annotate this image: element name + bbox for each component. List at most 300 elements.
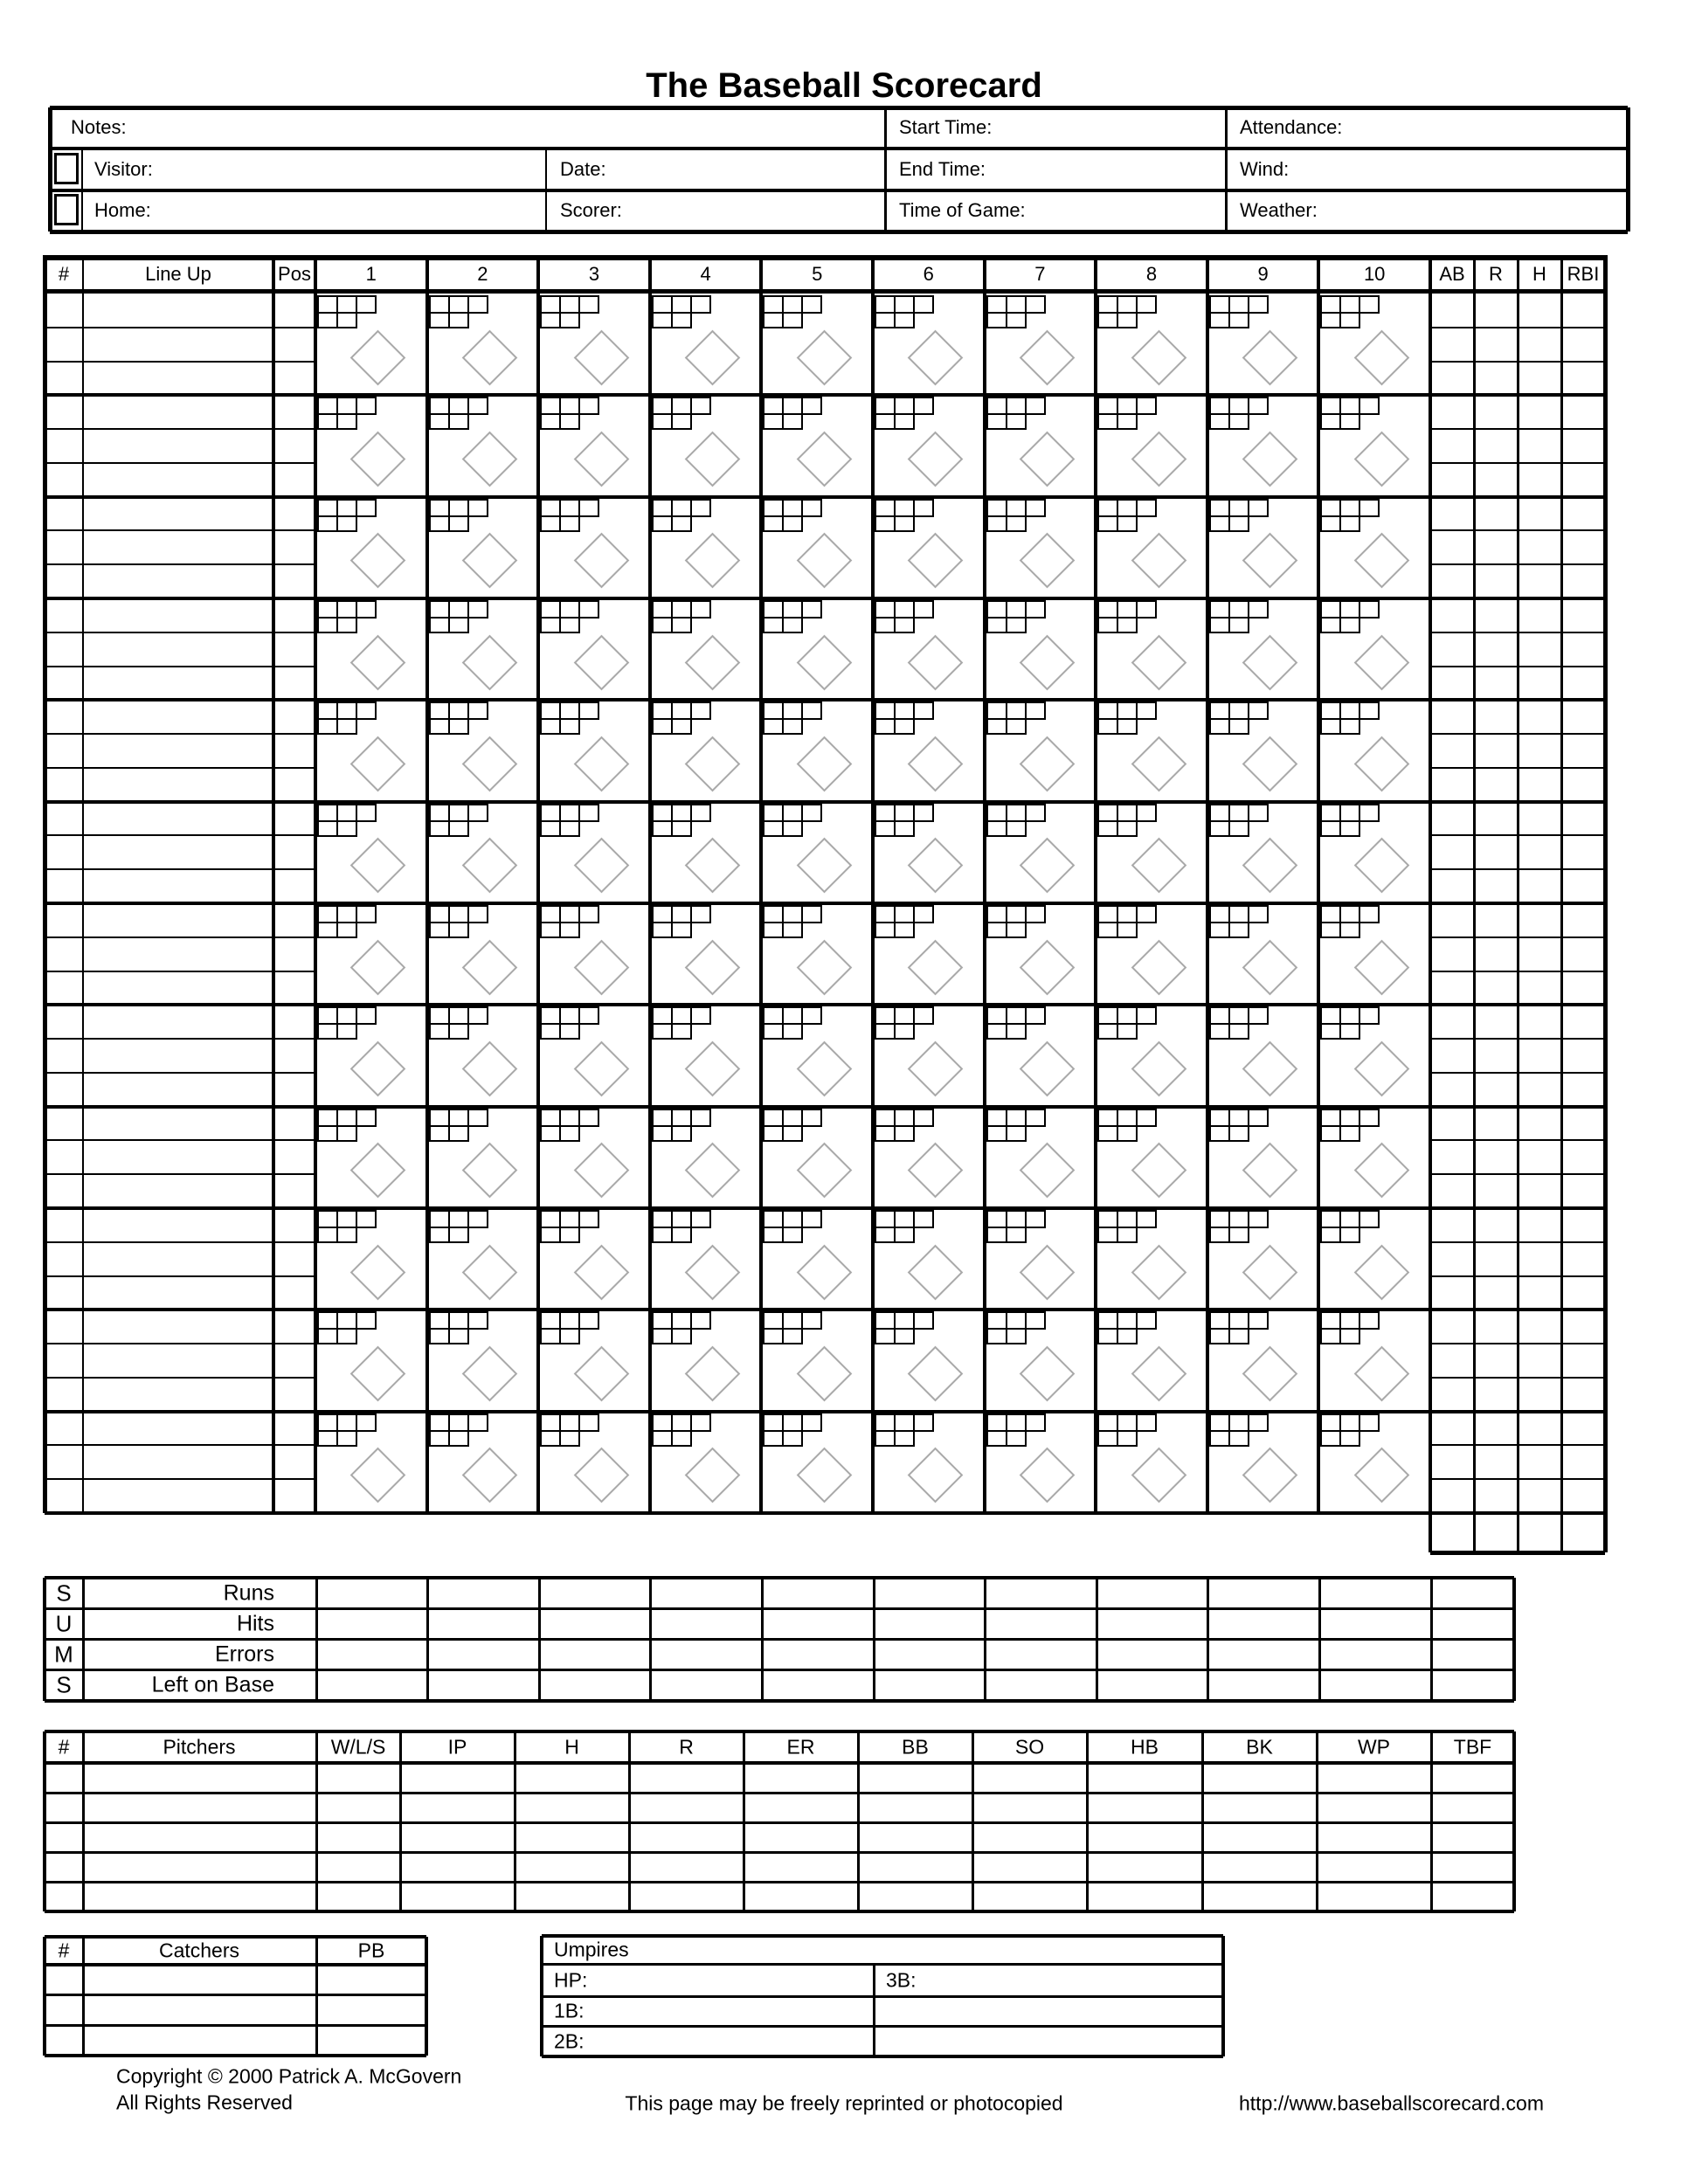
pitch-count-box <box>1117 804 1138 822</box>
grid-line <box>45 1139 315 1141</box>
pitch-count-box <box>763 312 784 328</box>
basepath-diamond <box>1131 1448 1186 1503</box>
pitch-count-box <box>875 702 896 720</box>
sums-row-label: Hits <box>236 1611 274 1636</box>
pitch-count-box <box>763 804 784 822</box>
grid-line <box>1430 1478 1605 1480</box>
pitch-count-box <box>1339 1227 1360 1243</box>
pitch-count-box <box>559 499 580 517</box>
visitor-label: Visitor: <box>94 158 153 180</box>
basepath-diamond <box>908 736 964 792</box>
table-line <box>315 1731 318 1911</box>
pitch-count-box <box>429 397 450 415</box>
table-line <box>1316 1731 1318 1911</box>
pitch-count-box <box>448 820 469 837</box>
basepath-diamond <box>1353 634 1409 690</box>
basepath-diamond <box>1242 1244 1298 1300</box>
sums-letter: S <box>56 1671 72 1698</box>
pitch-count-box <box>429 295 450 314</box>
basepath-diamond <box>573 1143 629 1199</box>
pitch-count-box <box>317 1227 338 1243</box>
stat-header: H <box>1532 263 1546 285</box>
pitch-count-box <box>1228 499 1249 517</box>
basepath-diamond <box>908 329 964 385</box>
pitch-count-box <box>1097 922 1118 938</box>
table-line <box>873 1964 875 2056</box>
pitch-count-box <box>690 804 711 822</box>
pitch-count-box <box>448 1125 469 1142</box>
pitch-count-box <box>763 702 784 720</box>
pitch-count-box <box>317 413 338 430</box>
pitch-count-box <box>690 499 711 517</box>
pitch-count-box <box>1209 600 1230 619</box>
pitch-count-box <box>467 499 488 517</box>
start-time-label: Start Time: <box>899 116 993 138</box>
pitch-count-box <box>894 804 915 822</box>
pitch-count-box <box>875 1109 896 1127</box>
pitch-count-box <box>782 600 803 619</box>
pitch-count-box <box>782 499 803 517</box>
pitch-count-box <box>467 1210 488 1228</box>
table-line <box>649 1578 652 1701</box>
basepath-diamond <box>573 736 629 792</box>
pitch-count-box <box>782 820 803 837</box>
pitch-count-box <box>317 718 338 735</box>
pitch-count-box <box>671 617 692 633</box>
basepath-diamond <box>685 329 741 385</box>
table-line <box>1430 1731 1433 1911</box>
pitch-count-box <box>448 1210 469 1228</box>
pitch-count-box <box>1228 1125 1249 1142</box>
pitch-count-box <box>1136 295 1157 314</box>
pitch-count-box <box>1097 1328 1118 1344</box>
pitch-count-box <box>1006 922 1027 938</box>
pitch-count-box <box>467 905 488 923</box>
table-line <box>1225 107 1228 232</box>
basepath-diamond <box>796 1244 852 1300</box>
pitch-count-box <box>1339 617 1360 633</box>
pitch-count-box <box>1006 1311 1027 1330</box>
pitch-count-box <box>559 1413 580 1432</box>
grid-line <box>1430 1139 1605 1141</box>
pitch-count-box <box>429 804 450 822</box>
pitch-count-box <box>578 295 599 314</box>
grid-line <box>1430 834 1605 836</box>
pitch-count-box <box>1209 312 1230 328</box>
pitcher-stat-header: HB <box>1131 1735 1159 1759</box>
grid-line <box>45 327 315 328</box>
basepath-diamond <box>573 939 629 995</box>
pitch-count-box <box>894 499 915 517</box>
pitch-count-box <box>894 1210 915 1228</box>
grid-line <box>45 529 315 531</box>
pitch-count-box <box>1006 718 1027 735</box>
reprint-text: This page may be freely reprinted or photocopied <box>625 2091 1063 2115</box>
pitch-count-box <box>1228 702 1249 720</box>
basepath-diamond <box>908 1244 964 1300</box>
pitch-count-box <box>1006 1109 1027 1127</box>
pitch-count-box <box>429 702 450 720</box>
pitch-count-box <box>763 1227 784 1243</box>
basepath-diamond <box>908 432 964 487</box>
pitch-count-box <box>1097 702 1118 720</box>
pitch-count-box <box>913 1210 934 1228</box>
basepath-diamond <box>1020 1346 1076 1402</box>
inning-header: 8 <box>1145 263 1158 285</box>
catcher-number-header: # <box>58 1939 70 1962</box>
pitch-count-box <box>1248 1311 1269 1330</box>
pitch-count-box <box>875 397 896 415</box>
grid-line <box>1430 462 1605 464</box>
pitch-count-box <box>894 1125 915 1142</box>
pitch-count-box <box>448 312 469 328</box>
pitch-count-box <box>540 718 561 735</box>
table-line <box>45 2054 426 2057</box>
pitch-count-box <box>559 1125 580 1142</box>
inning-header: 2 <box>477 263 488 285</box>
sums-row-label: Runs <box>223 1580 274 1606</box>
pitch-count-box <box>1097 1125 1118 1142</box>
pitch-count-box <box>913 1413 934 1432</box>
pitch-count-box <box>671 1413 692 1432</box>
basepath-diamond <box>1131 939 1186 995</box>
pitch-count-box <box>652 820 673 837</box>
pitch-count-box <box>894 905 915 923</box>
pitch-count-box <box>1359 702 1380 720</box>
basepath-diamond <box>908 1448 964 1503</box>
pitch-count-box <box>1320 1430 1341 1447</box>
pitch-count-box <box>1025 804 1046 822</box>
pitch-count-box <box>540 1210 561 1228</box>
pitch-count-box <box>801 295 822 314</box>
home-label: Home: <box>94 199 151 221</box>
pitch-count-box <box>336 499 357 517</box>
pitch-count-box <box>1209 922 1230 938</box>
table-line <box>315 1937 318 2056</box>
pitch-count-box <box>559 922 580 938</box>
umpire-1b-label: 1B: <box>554 1999 585 2022</box>
pitch-count-box <box>467 600 488 619</box>
pitch-count-box <box>986 922 1007 938</box>
pitch-count-box <box>782 617 803 633</box>
pitch-count-box <box>986 1109 1007 1127</box>
inning-header: 7 <box>1034 263 1046 285</box>
grid-line <box>45 1072 315 1074</box>
pitch-count-box <box>317 397 338 415</box>
pitch-count-box <box>559 702 580 720</box>
basepath-diamond <box>796 1041 852 1097</box>
sums-row-label: Errors <box>214 1641 274 1667</box>
end-time-label: End Time: <box>899 158 986 180</box>
umpire-2b-label: 2B: <box>554 2029 585 2053</box>
pitch-count-box <box>559 515 580 532</box>
table-line <box>45 1699 1514 1703</box>
pitch-count-box <box>1136 702 1157 720</box>
pitch-count-box <box>671 702 692 720</box>
pitch-count-box <box>913 1006 934 1025</box>
basepath-diamond <box>462 1448 518 1503</box>
date-label: Date: <box>560 158 606 180</box>
basepath-diamond <box>462 533 518 589</box>
pitch-count-box <box>913 600 934 619</box>
pitch-count-box <box>1320 1006 1341 1025</box>
grid-line <box>1430 1072 1605 1074</box>
pitch-count-box <box>448 922 469 938</box>
pitch-count-box <box>1117 515 1138 532</box>
pitch-count-box <box>894 515 915 532</box>
table-line <box>538 1578 541 1701</box>
pitch-count-box <box>336 295 357 314</box>
inning-header: 5 <box>812 263 823 285</box>
basepath-diamond <box>1242 838 1298 894</box>
pitch-count-box <box>1097 600 1118 619</box>
basepath-diamond <box>350 533 406 589</box>
pitch-count-box <box>1209 1023 1230 1040</box>
pitch-count-box <box>1097 718 1118 735</box>
pitch-count-box <box>986 702 1007 720</box>
pitch-count-box <box>671 804 692 822</box>
pitch-count-box <box>782 1413 803 1432</box>
pitch-count-box <box>652 1125 673 1142</box>
pitch-count-box <box>1359 804 1380 822</box>
pitch-count-box <box>336 1311 357 1330</box>
pitch-count-box <box>894 312 915 328</box>
grid-line <box>45 767 315 769</box>
basepath-diamond <box>1242 634 1298 690</box>
basepath-diamond <box>1353 838 1409 894</box>
basepath-diamond <box>1353 1448 1409 1503</box>
table-line <box>628 1731 631 1911</box>
pitch-count-box <box>1025 499 1046 517</box>
basepath-diamond <box>908 939 964 995</box>
pitch-count-box <box>317 1109 338 1127</box>
pitch-count-box <box>652 1311 673 1330</box>
pitch-count-box <box>1339 397 1360 415</box>
basepath-diamond <box>796 533 852 589</box>
pitch-count-box <box>559 905 580 923</box>
table-line <box>425 1937 428 2056</box>
grid-line <box>82 255 85 1513</box>
grid-line <box>45 1038 315 1040</box>
basepath-diamond <box>796 634 852 690</box>
pitch-count-box <box>578 397 599 415</box>
pitch-count-box <box>671 1328 692 1344</box>
pitch-count-box <box>986 600 1007 619</box>
basepath-diamond <box>1353 1244 1409 1300</box>
pitch-count-box <box>1209 397 1230 415</box>
table-line <box>45 1669 1514 1671</box>
pitch-count-box <box>317 1006 338 1025</box>
pitch-count-box <box>1320 702 1341 720</box>
pitch-count-box <box>1136 804 1157 822</box>
pitch-count-box <box>894 1109 915 1127</box>
grid-line <box>1429 255 1432 1552</box>
grid-line <box>45 632 315 633</box>
pitch-count-box <box>671 1227 692 1243</box>
pitch-count-box <box>1209 515 1230 532</box>
sums-letter: M <box>54 1641 73 1668</box>
number-column-header: # <box>58 263 70 285</box>
pitch-count-box <box>1320 413 1341 430</box>
pitch-count-box <box>429 820 450 837</box>
pitch-count-box <box>1097 1109 1118 1127</box>
pitch-count-box <box>540 804 561 822</box>
basepath-diamond <box>462 1041 518 1097</box>
pitch-count-box <box>652 600 673 619</box>
table-line <box>50 147 1628 150</box>
table-line <box>972 1731 974 1911</box>
pitch-count-box <box>1097 295 1118 314</box>
pitch-count-box <box>1339 413 1360 430</box>
table-line <box>82 1578 85 1701</box>
pitch-count-box <box>671 1023 692 1040</box>
pitch-count-box <box>1339 922 1360 938</box>
pitch-count-box <box>763 1413 784 1432</box>
pitch-count-box <box>986 295 1007 314</box>
pitch-count-box <box>540 295 561 314</box>
visitor-checkbox <box>54 153 79 184</box>
pitch-count-box <box>448 1413 469 1432</box>
pitch-count-box <box>1320 922 1341 938</box>
pitch-count-box <box>467 1413 488 1432</box>
pitch-count-box <box>1097 312 1118 328</box>
pitch-count-box <box>652 1109 673 1127</box>
table-line <box>81 149 84 232</box>
pitch-count-box <box>1248 397 1269 415</box>
pitch-count-box <box>1006 515 1027 532</box>
pitch-count-box <box>986 1210 1007 1228</box>
pitch-count-box <box>782 1311 803 1330</box>
pitch-count-box <box>763 515 784 532</box>
pitch-count-box <box>782 312 803 328</box>
inning-header: 10 <box>1363 263 1386 285</box>
pitch-count-box <box>1320 1023 1341 1040</box>
pitch-count-box <box>540 1311 561 1330</box>
pitch-count-box <box>652 718 673 735</box>
pitch-count-box <box>986 1311 1007 1330</box>
pitch-count-box <box>986 1006 1007 1025</box>
inning-header: 6 <box>923 263 934 285</box>
pitch-count-box <box>1006 905 1027 923</box>
pitch-count-box <box>336 1413 357 1432</box>
pitch-count-box <box>1006 1006 1027 1025</box>
pitch-count-box <box>763 397 784 415</box>
pitch-count-box <box>652 413 673 430</box>
pitch-count-box <box>1097 1413 1118 1432</box>
pitch-count-box <box>1339 905 1360 923</box>
pitch-count-box <box>1006 1125 1027 1142</box>
pitch-count-box <box>1248 1109 1269 1127</box>
grid-line <box>1430 563 1605 565</box>
pitch-count-box <box>1209 1413 1230 1432</box>
pitcher-stat-header: IP <box>447 1735 467 1759</box>
pitch-count-box <box>317 617 338 633</box>
pitch-count-box <box>540 515 561 532</box>
pitch-count-box <box>1006 397 1027 415</box>
pitch-count-box <box>875 1311 896 1330</box>
pitch-count-box <box>448 600 469 619</box>
pitch-count-box <box>875 413 896 430</box>
basepath-diamond <box>1020 533 1076 589</box>
website-url: http://www.baseballscorecard.com <box>1239 2091 1544 2115</box>
basepath-diamond <box>1020 634 1076 690</box>
pitch-count-box <box>540 820 561 837</box>
pitch-count-box <box>894 413 915 430</box>
grid-line <box>45 1444 315 1446</box>
pitch-count-box <box>578 1006 599 1025</box>
pitch-count-box <box>1248 804 1269 822</box>
inning-header: 4 <box>700 263 711 285</box>
pitch-count-box <box>448 617 469 633</box>
pitch-count-box <box>1025 1210 1046 1228</box>
pitch-count-box <box>559 1227 580 1243</box>
table-line <box>45 1576 1514 1579</box>
pitch-count-box <box>317 1023 338 1040</box>
basepath-diamond <box>685 634 741 690</box>
pitch-count-box <box>671 413 692 430</box>
pitch-count-box <box>1320 617 1341 633</box>
grid-line <box>45 462 315 464</box>
pitch-count-box <box>894 820 915 837</box>
pitch-count-box <box>317 312 338 328</box>
pitch-count-box <box>763 1006 784 1025</box>
pitch-count-box <box>1228 1227 1249 1243</box>
pitch-count-box <box>782 1328 803 1344</box>
pitch-count-box <box>1097 617 1118 633</box>
table-line <box>514 1731 516 1911</box>
pitch-count-box <box>356 804 377 822</box>
basepath-diamond <box>1131 634 1186 690</box>
pitch-count-box <box>875 1328 896 1344</box>
pitch-count-box <box>986 718 1007 735</box>
basepath-diamond <box>1131 1244 1186 1300</box>
pitch-count-box <box>578 1210 599 1228</box>
rights-text: All Rights Reserved <box>116 2091 293 2114</box>
pitch-count-box <box>336 905 357 923</box>
pitch-count-box <box>986 1125 1007 1142</box>
pitch-count-box <box>1097 1311 1118 1330</box>
pitch-count-box <box>429 905 450 923</box>
grid-line <box>45 1377 315 1379</box>
pitcher-stat-header: BB <box>902 1735 929 1759</box>
pitch-count-box <box>429 1430 450 1447</box>
pitch-count-box <box>875 1006 896 1025</box>
pitch-count-box <box>540 617 561 633</box>
pitch-count-box <box>540 312 561 328</box>
table-line <box>399 1731 402 1911</box>
pitch-count-box <box>336 1109 357 1127</box>
basepath-diamond <box>685 1041 741 1097</box>
pitch-count-box <box>1117 499 1138 517</box>
pitch-count-box <box>652 295 673 314</box>
basepath-diamond <box>573 1346 629 1402</box>
grid-line <box>1430 733 1605 735</box>
grid-line <box>45 666 315 667</box>
pitch-count-box <box>429 1109 450 1127</box>
basepath-diamond <box>1353 736 1409 792</box>
pitch-count-box <box>336 804 357 822</box>
basepath-diamond <box>462 1244 518 1300</box>
table-line <box>426 1578 429 1701</box>
pitch-count-box <box>317 515 338 532</box>
pitch-count-box <box>317 702 338 720</box>
pitch-count-box <box>1097 1023 1118 1040</box>
basepath-diamond <box>462 432 518 487</box>
basepath-diamond <box>573 838 629 894</box>
home-checkbox <box>54 194 79 225</box>
pitch-count-box <box>782 922 803 938</box>
table-line <box>45 1881 1514 1883</box>
